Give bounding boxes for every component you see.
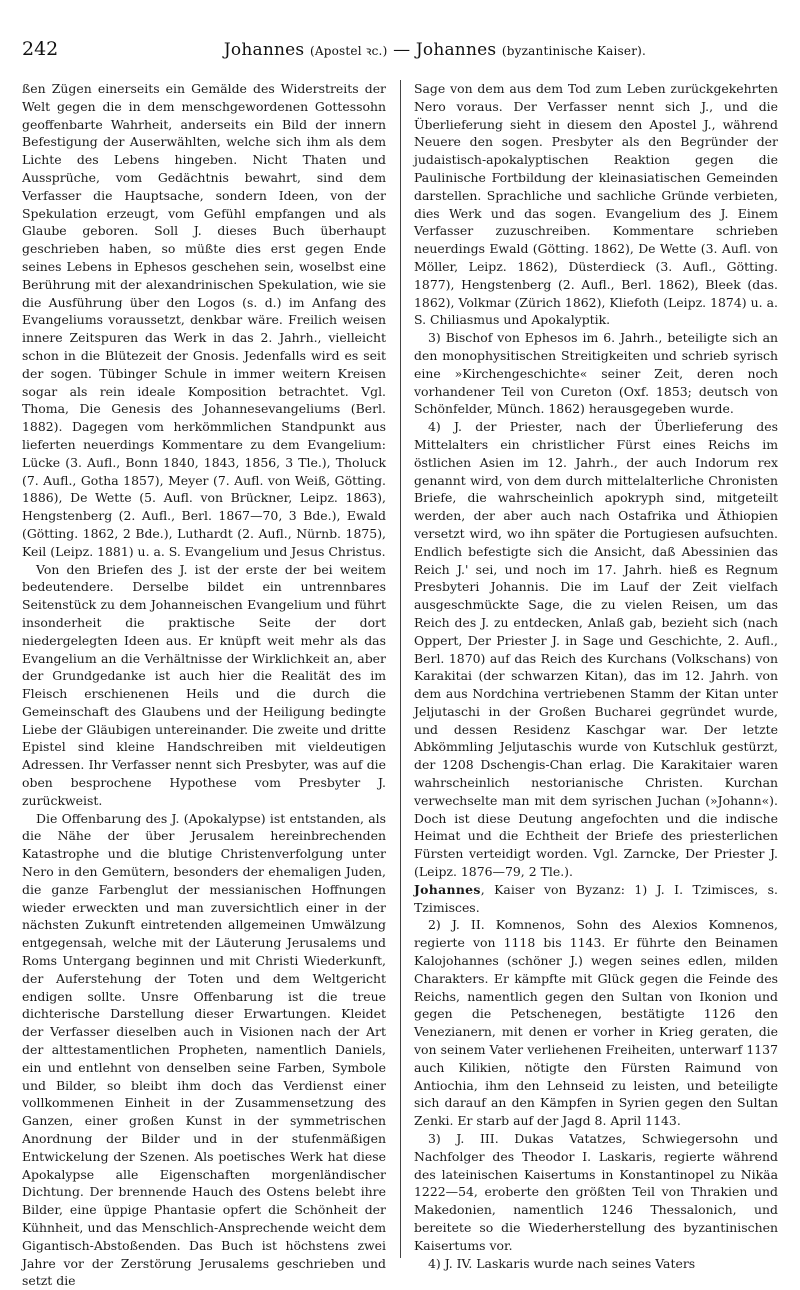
running-title-left: Johannes [223, 40, 305, 60]
paragraph: Sage von dem aus dem Tod zum Leben zurückgekehrten Nero voraus. Der Verfasser nennt sich J., und die Überlieferung sieht in diesem den Apostel J., während Neuere den sogen. Presbyter als den Begründer der judaistisch-apokalyptischen Reaktion gegen die Paulinische Fortbildung der kleinasiatischen Gemeinden darstellen. Sprachliche und sachliche Gründe verbieten, dies Werk und das sogen. Evangelium des J. Einem Verfasser zuzuschreiben. Kommentare schrieben neuerdings Ewald (Götting. 1862), De Wette (3. Aufl. von Möller, Leipz. 1862), Düsterdieck (3. Aufl., Götting. 1877), Hengstenberg (2. Aufl., Berl. 1862), Bleek (das. 1862), Volkmar (Zürich 1862), Kliefoth (Leipz. 1874) u. a. S. Chiliasmus und Apokalyptik. [414, 81, 778, 328]
running-title-dash: — [393, 40, 411, 60]
text-columns [22, 80, 778, 1289]
paragraph: 4) J. der Priester, nach der Überlieferung des Mittelalters ein christlicher Fürst eines Reichs im östlichen Asien im 12. Jahrh., der auch Indorum rex genannt wird, von dem durch mittelalterliche Chronisten Briefe, die wahrscheinlich apokryph sind, mitgeteilt werden, der aber auch nach Ostafrika und Äthiopien versetzt wird, wo ihn später die Portugiesen aufsuchten. Endlich befestigte sich die Ansicht, daß Abessinien das Reich J.' sei, und noch im 17. Jahrh. hieß es Regnum Presbyteri Johannis. Die im Lauf der Zeit vielfach ausgeschmückte Sage, die zu vielen Reisen, um das Reich des J. zu entdecken, Anlaß gab, bezieht sich (nach Oppert, Der Priester J. in Sage und Geschichte, 2. Aufl., Berl. 1870) auf das Reich des Kurchans (Volkschans) von Karakitai (der schwarzen Kitan), das im 12. Jahrh. von dem aus Nordchina vertriebenen Stamm der Kitan unter Jeljutaschi in der Großen Bucharei gegründet wurde, und dessen Residenz Kaschgar war. Der letzte Abkömmling Jeljutaschis wurde von Kutschluk gestürzt, der 1208 Dschengis-Chan erlag. Die Karakitaier waren wahrscheinlich nestorianische Christen. Kurchan verwechselte man mit dem syrischen Juchan (»Johann«). Doch ist diese Deutung angefochten und die indische Heimat und die Echtheit der Briefe des priesterlichen Fürsten verteidigt worden. Vgl. Zarncke, Der Priester J. (Leipz. 1876—79, 2 Tle.). [414, 419, 778, 880]
running-title-right-sub: (byzantinische Kaiser). [501, 44, 647, 58]
paragraph: Von den Briefen des J. ist der erste der bei weitem bedeutendere. Derselbe bildet ein untrennbares Seitenstück zu dem Johanneischen Evangelium und führt insonderheit die praktische Seite der dort niedergelegten Ideen aus. Er knüpft weit mehr als das Evangelium an die Verhältnisse der Wirklichkeit an, aber der Grundgedanke ist auch hier die Realität des im Fleisch erschienenen Heils und die durch die Gemeinschaft des Glaubens und der Heiligung bedingte Liebe der Gläubigen untereinander. Die zweite und dritte Epistel sind kleine Handschreiben mit vieldeutigen Adressen. Ihr Verfasser nennt sich Presbyter, was auf die oben besprochene Hypothese vom Presbyter J. zurückweist. [22, 561, 386, 808]
page-number: 242 [22, 38, 59, 60]
left-column [22, 80, 386, 1289]
running-title-right: Johannes [415, 40, 497, 60]
running-header [22, 38, 778, 64]
entry-paragraph: Johannes, Kaiser von Byzanz: 1) J. I. Tzimisces, s. Tzimisces. [414, 881, 778, 915]
paragraph: 4) J. IV. Laskaris wurde nach seines Vaters [428, 1255, 696, 1271]
entry-headword: Johannes [414, 881, 481, 897]
paragraph: ßen Zügen einerseits ein Gemälde des Widerstreits der Welt gegen die in dem menschgewordenen Gottessohn geoffenbarte Wahrheit, anderseits ein Bild der innern Befestigung der Auserwählten, welche sich ihm als dem Lichte des Lebens hingeben. Nicht Thaten und Aussprüche, vom Gedächtnis bewahrt, sind dem Verfasser die Hauptsache, sondern Ideen, von der Spekulation erzeugt, vom Gefühl empfangen und als Glaube geboren. Soll J. dieses Buch überhaupt geschrieben haben, so müßte dies erst gegen Ende seines Lebens in Ephesos geschehen sein, woselbst eine Berührung mit der alexandrinischen Spekulation, wie sie die Ausführung über den Logos (s. d.) im Anfang des Evangeliums voraussetzt, denkbar wäre. Freilich weisen innere Zeitspuren das Werk in das 2. Jahrh., vielleicht schon in die Blütezeit der Gnosis. Jedenfalls wird es seit der sogen. Tübinger Schule in immer weitern Kreisen sogar als rein ideale Komposition betrachtet. Vgl. Thoma, Die Genesis des Johannesevangeliums (Berl. 1882). Dagegen vom herkömmlichen Standpunkt aus lieferten neuerdings Kommentare zu dem Evangelium: Lücke (3. Aufl., Bonn 1840, 1843, 1856, 3 Tle.), Tholuck (7. Aufl., Gotha 1857), Meyer (7. Aufl. von Weiß, Götting. 1886), De Wette (5. Aufl. von Brückner, Leipz. 1863), Hengstenberg (2. Aufl., Berl. 1867—70, 3 Bde.), Ewald (Götting. 1862, 2 Bde.), Luthardt (2. Aufl., Nürnb. 1875), Keil (Leipz. 1881) u. a. S. Evangelium und Jesus Christus. [22, 81, 386, 559]
paragraph: 3) Bischof von Ephesos im 6. Jahrh., beteiligte sich an den monophysitischen Streitigkeiten und schrieb syrisch eine »Kirchengeschichte« seiner Zeit, deren noch vorhandener Teil von Cureton (Oxf. 1853; deutsch von Schönfelder, Münch. 1862) herausgegeben wurde. [414, 330, 778, 417]
paragraph: Die Offenbarung des J. (Apokalypse) ist entstanden, als die Nähe der über Jerusalem hereinbrechenden Katastrophe und die blutige Christenverfolgung unter Nero in den Gemütern, besonders der ehemaligen Juden, die ganze Farbenglut der messianischen Hoffnungen wieder erweckten und man zuversichtlich einer in der nächsten Zukunft eintretenden allgemeinen Umwälzung entgegensah, welche mit der Läuterung Jerusalems und Roms Untergang beginnen und mit Christi Wiederkunft, der Auferstehung der Toten und dem Weltgericht endigen sollte. Unsre Offenbarung ist die treue dichterische Darstellung dieser Erwartungen. Kleidet der Verfasser dieselben auch in Visionen nach der Art der alttestamentlichen Propheten, namentlich Daniels, ein und entlehnt von denselben seine Farben, Symbole und Bilder, so bleibt ihm doch das Verdienst einer vollkommenen Einheit in der Zusammensetzung des Ganzen, einer großen Kunst in der symmetrischen Anordnung der Bilder und in der stufenmäßigen Entwickelung der Szenen. Als poetisches Werk hat diese Apokalypse alle Eigenschaften morgenländischer Dichtung. Der brennende Hauch des Ostens belebt ihre Bilder, eine üppige Phantasie opfert die Schönheit der Kühnheit, und das Menschlich-Ansprechende weicht dem Gigantisch-Abstoßenden. Das Buch ist höchstens zwei Jahre vor der Zerstörung Jerusalems geschrieben und setzt die [22, 810, 386, 1289]
running-title [92, 40, 778, 60]
right-column [414, 80, 778, 1271]
dictionary-page [22, 38, 778, 1289]
paragraph: 3) J. III. Dukas Vatatzes, Schwiegersohn und Nachfolger des Theodor I. Laskaris, regierte während des lateinischen Kaisertums in Konstantinopel zu Nikäa 1222—54, eroberte den größten Teil von Thrakien und Makedonien, namentlich 1246 Thessalonich, und bereitete so die Wiederherstellung des byzantinischen Kaisertums vor. [414, 1131, 778, 1253]
paragraph: 2) J. II. Komnenos, Sohn des Alexios Komnenos, regierte von 1118 bis 1143. Er führte den Beinamen Kalojohannes (schöner J.) wegen seines edlen, milden Charakters. Er kämpfte mit Glück gegen die Feinde des Reichs, namentlich gegen den Sultan von Ikonion und gegen die Petschenegen, bestätigte 1126 den Venezianern, mit denen er vorher in Krieg geraten, die von seinem Vater verliehenen Freiheiten, unterwarf 1137 auch Kilikien, nötigte den Fürsten Raimund von Antiochia, ihm den Lehnseid zu leisten, und beteiligte sich darauf an den Kämpfen in Syrien gegen den Sultan Zenki. Er starb auf der Jagd 8. April 1143. [414, 917, 778, 1129]
running-title-left-sub: (Apostel ꝛc.) [309, 44, 388, 58]
